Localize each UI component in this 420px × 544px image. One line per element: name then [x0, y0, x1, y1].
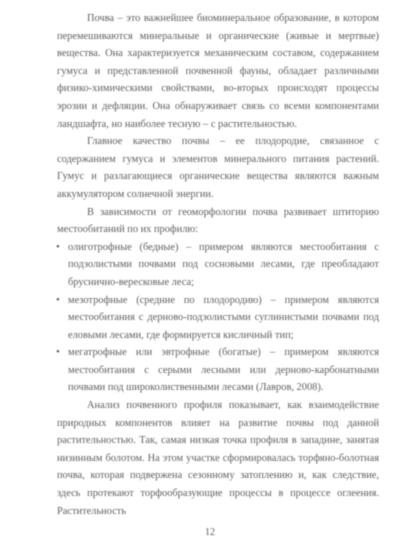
paragraph: В зависимости от геоморфологии почва развивает штиторию местообитаний по их профилю: — [57, 206, 379, 236]
paragraph: Главное качество почвы – ее плодородие, связанное с содержанием гумуса и элементов минерального питания растений. Гумус и разлагающиеся органические вещества являются важным аккумулятором солнечной энергии. — [57, 136, 379, 200]
paragraph: Анализ почвенного профиля показывает, как взаимодействие природных компонентов влияет на развитие почвы под данной растительностью. Так, самая низкая точка профиля в западине, занятая низинным болотом. На этом участке сформировалась торфяно-болотная почва, которая подвержена сезонному затоплению и, как следствие, здесь протекают торфообразующие процессы в процессе оглеения. Растительность — [57, 400, 379, 517]
body-text — [57, 10, 379, 520]
list-item — [57, 344, 379, 397]
paragraph: Почва – это важнейшее биоминеральное образование, в котором перемешиваются минеральные и органические (живые и мертвые) вещества. Она характеризуется механическим составом, содержанием гумуса и представленной почвенной фауны, обладает различными физико-химическими свойствами, во-вторых происходят процессы эрозии и дефляции. Она обнаруживает связь со всеми компонентами ландшафта, но наиболее тесную – с растительностью. — [57, 13, 379, 130]
bullet-icon: • — [56, 293, 60, 306]
list-item-text: мегатрофные или эвтрофные (богатые) – примером являются местообитания с серыми лесными или дерново-карбонатными почвами под широколиственными лесами (Лавров, 2008). — [68, 347, 379, 394]
list-item-text: олиготрофные (бедные) – примером являются местообитания с подзолистыми почвами под сосновыми лесами, где преобладают бруснично-вересковые леса; — [68, 241, 379, 288]
page-number: 12 — [205, 527, 215, 538]
list-item-text: мезотрофные (средние по плодородию) – примером являются местообитания с дерново-подзолистыми суглинистыми почвами под еловыми лесами, где формируется кисличный тип; — [68, 294, 379, 341]
bullet-icon: • — [56, 346, 60, 359]
list-item — [57, 239, 379, 292]
bullet-icon: • — [56, 240, 60, 253]
list-item — [57, 292, 379, 345]
bullet-list — [57, 239, 379, 397]
